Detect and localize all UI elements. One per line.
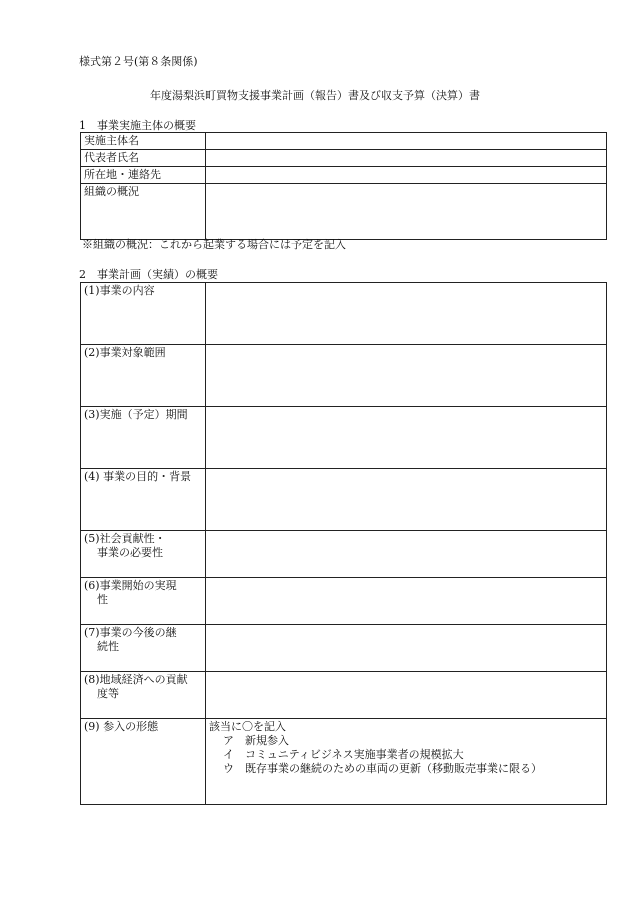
label-text: (5)社会貢献性・ bbox=[84, 532, 166, 545]
entry-form-field[interactable] bbox=[206, 719, 607, 805]
row-label-address-contact bbox=[81, 167, 206, 184]
label-text-continued: 続性 bbox=[97, 640, 119, 653]
organization-status-field[interactable] bbox=[206, 184, 607, 240]
label-text: (7)事業の今後の継 bbox=[84, 626, 177, 639]
organization-overview-table bbox=[80, 132, 607, 240]
row-label-business-content bbox=[81, 283, 206, 345]
row-label-organization-status bbox=[81, 184, 206, 240]
label-text-continued: 性 bbox=[97, 593, 108, 606]
section1-heading: 1 事業実施主体の概要 bbox=[79, 119, 196, 132]
period-field[interactable] bbox=[206, 407, 607, 469]
continuity-field[interactable] bbox=[206, 625, 607, 672]
business-content-field[interactable] bbox=[206, 283, 607, 345]
row-label-economic-contribution bbox=[81, 672, 206, 719]
form-number: 様式第２号(第８条関係) bbox=[79, 55, 198, 68]
entry-option-expansion[interactable]: イ コミュニティビジネス実施事業者の規模拡大 bbox=[223, 748, 464, 761]
economic-contribution-field[interactable] bbox=[206, 672, 607, 719]
label-text: (4) 事業の目的・背景 bbox=[84, 470, 192, 483]
table-row bbox=[81, 283, 607, 345]
table-row bbox=[81, 719, 607, 805]
label-text: 組織の概況 bbox=[84, 185, 139, 198]
label-text-continued: 度等 bbox=[97, 687, 119, 700]
business-plan-table bbox=[80, 282, 607, 805]
table-row bbox=[81, 578, 607, 625]
table-row bbox=[81, 625, 607, 672]
label-text: 代表者氏名 bbox=[84, 151, 139, 164]
row-label-purpose-background bbox=[81, 469, 206, 531]
table-row bbox=[81, 167, 607, 184]
label-text: (9) 参入の形態 bbox=[84, 720, 159, 733]
table-row bbox=[81, 133, 607, 150]
social-contribution-field[interactable] bbox=[206, 531, 607, 578]
section2-heading: 2 事業計画（実績）の概要 bbox=[79, 268, 218, 281]
row-label-feasibility bbox=[81, 578, 206, 625]
table-row bbox=[81, 407, 607, 469]
row-label-representative bbox=[81, 150, 206, 167]
table-row bbox=[81, 469, 607, 531]
table-row bbox=[81, 672, 607, 719]
label-text: 所在地・連絡先 bbox=[84, 168, 161, 181]
table-row bbox=[81, 150, 607, 167]
table-row bbox=[81, 345, 607, 407]
entry-form-instruction: 該当に〇を記入 bbox=[209, 720, 286, 733]
entry-option-vehicle-renewal[interactable]: ウ 既存事業の継続のための車両の更新（移動販売事業に限る） bbox=[223, 762, 542, 775]
label-text: (1)事業の内容 bbox=[84, 284, 155, 297]
label-text-continued: 事業の必要性 bbox=[97, 546, 163, 559]
label-text: 実施主体名 bbox=[84, 134, 139, 147]
entity-name-field[interactable] bbox=[206, 133, 607, 150]
row-label-period bbox=[81, 407, 206, 469]
address-contact-field[interactable] bbox=[206, 167, 607, 184]
purpose-background-field[interactable] bbox=[206, 469, 607, 531]
label-text: (2)事業対象範囲 bbox=[84, 346, 166, 359]
table-row bbox=[81, 184, 607, 240]
entry-option-new[interactable]: ア 新規参入 bbox=[223, 734, 289, 747]
row-label-entity-name bbox=[81, 133, 206, 150]
feasibility-field[interactable] bbox=[206, 578, 607, 625]
row-label-entry-form bbox=[81, 719, 206, 805]
row-label-continuity bbox=[81, 625, 206, 672]
organization-note: ※組織の概況：これから起業する場合には予定を記入 bbox=[82, 238, 346, 251]
label-text: (6)事業開始の実現 bbox=[84, 579, 177, 592]
representative-name-field[interactable] bbox=[206, 150, 607, 167]
target-area-field[interactable] bbox=[206, 345, 607, 407]
label-text: (8)地域経済への貢献 bbox=[84, 673, 188, 686]
row-label-target-area bbox=[81, 345, 206, 407]
row-label-social-contribution bbox=[81, 531, 206, 578]
table-row bbox=[81, 531, 607, 578]
label-text: (3)実施（予定）期間 bbox=[84, 408, 188, 421]
document-title: 年度湯梨浜町買物支援事業計画（報告）書及び収支予算（決算）書 bbox=[150, 89, 480, 102]
